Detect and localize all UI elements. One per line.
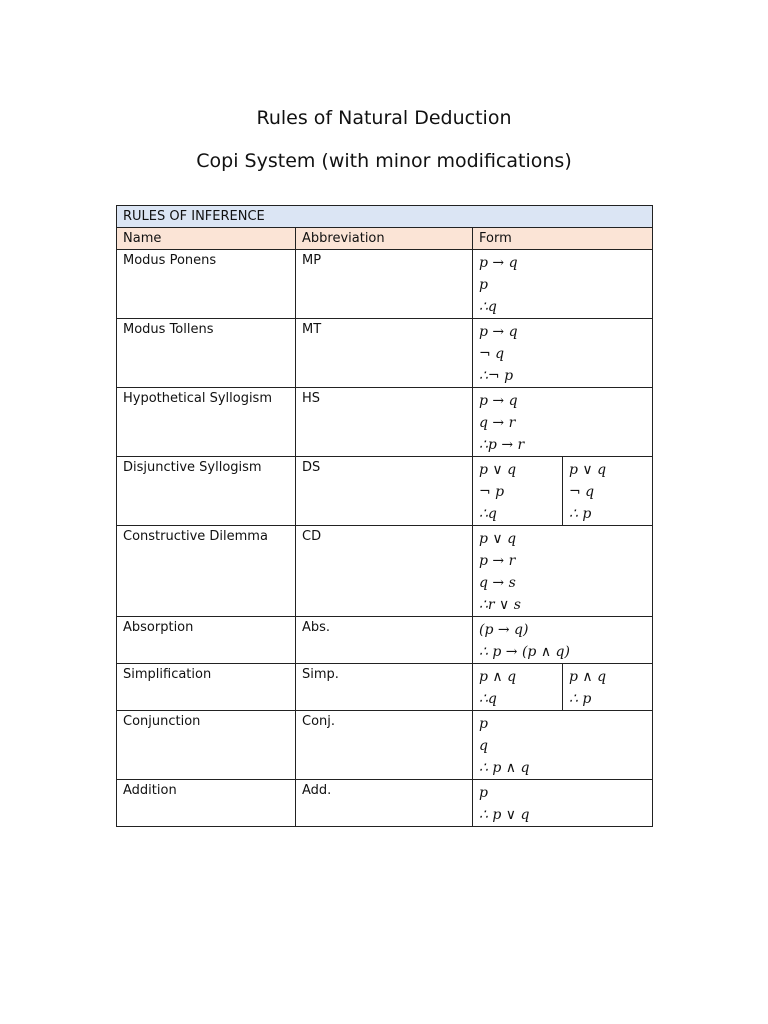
rule-form bbox=[473, 617, 653, 664]
rule-form bbox=[473, 457, 563, 526]
form-line: ∴ p bbox=[569, 691, 592, 707]
form-line: ∴¬ p bbox=[479, 368, 514, 384]
form-line: p bbox=[479, 277, 488, 293]
rule-name: Addition bbox=[117, 780, 296, 827]
rule-abbreviation: Simp. bbox=[296, 664, 473, 711]
form-line: (p → q) bbox=[479, 622, 529, 638]
rule-abbreviation: MT bbox=[296, 319, 473, 388]
form-line: ¬ p bbox=[479, 484, 505, 500]
document-title: Rules of Natural Deduction bbox=[256, 107, 512, 129]
rule-name: Conjunction bbox=[117, 711, 296, 780]
form-line: ∴ p → (p ∧ q) bbox=[479, 644, 570, 660]
form-line: ¬ q bbox=[479, 346, 505, 362]
table-row bbox=[117, 617, 653, 664]
form-line: p ∨ q bbox=[479, 531, 517, 547]
rule-form bbox=[473, 711, 653, 780]
form-line: p bbox=[479, 716, 488, 732]
rule-abbreviation: Conj. bbox=[296, 711, 473, 780]
rule-abbreviation: MP bbox=[296, 250, 473, 319]
form-line: p ∧ q bbox=[479, 669, 517, 685]
rule-abbreviation: Abs. bbox=[296, 617, 473, 664]
form-line: q → r bbox=[479, 415, 516, 431]
table-row bbox=[117, 711, 653, 780]
column-header-name: Name bbox=[117, 228, 296, 250]
form-line: ∴q bbox=[479, 691, 497, 707]
form-line: ∴q bbox=[479, 506, 497, 522]
rule-form bbox=[473, 664, 563, 711]
form-line: ∴p → r bbox=[479, 437, 525, 453]
form-line: p → q bbox=[479, 255, 518, 271]
table-row bbox=[117, 388, 653, 457]
form-line: ∴ p bbox=[569, 506, 592, 522]
rule-name: Modus Ponens bbox=[117, 250, 296, 319]
form-line: q bbox=[479, 738, 488, 754]
form-line: p ∧ q bbox=[569, 669, 607, 685]
rule-form bbox=[473, 780, 653, 827]
rule-name: Hypothetical Syllogism bbox=[117, 388, 296, 457]
form-line: ¬ q bbox=[569, 484, 595, 500]
form-line: ∴r ∨ s bbox=[479, 597, 521, 613]
form-line: p → r bbox=[479, 553, 516, 569]
column-header-abbreviation: Abbreviation bbox=[296, 228, 473, 250]
rule-form bbox=[473, 388, 653, 457]
rule-name: Absorption bbox=[117, 617, 296, 664]
rule-form bbox=[563, 664, 653, 711]
column-header-form: Form bbox=[473, 228, 653, 250]
rule-name: Disjunctive Syllogism bbox=[117, 457, 296, 526]
rules-table-body bbox=[117, 206, 653, 827]
form-line: p → q bbox=[479, 393, 518, 409]
rule-name: Simplification bbox=[117, 664, 296, 711]
table-row bbox=[117, 457, 653, 526]
section-row bbox=[117, 206, 653, 228]
rule-abbreviation: Add. bbox=[296, 780, 473, 827]
table-row bbox=[117, 780, 653, 827]
table-row bbox=[117, 664, 653, 711]
form-line: p bbox=[479, 785, 488, 801]
rule-name: Modus Tollens bbox=[117, 319, 296, 388]
rule-form bbox=[563, 457, 653, 526]
table-row bbox=[117, 319, 653, 388]
rule-name: Constructive Dilemma bbox=[117, 526, 296, 617]
form-line: q → s bbox=[479, 575, 516, 591]
rule-form bbox=[473, 526, 653, 617]
table-row bbox=[117, 250, 653, 319]
document-subtitle: Copi System (with minor modifications) bbox=[196, 150, 572, 172]
rule-form bbox=[473, 319, 653, 388]
form-line: p → q bbox=[479, 324, 518, 340]
rule-abbreviation: CD bbox=[296, 526, 473, 617]
form-line: p ∨ q bbox=[569, 462, 607, 478]
rule-form bbox=[473, 250, 653, 319]
form-line: ∴q bbox=[479, 299, 497, 315]
rules-table bbox=[116, 205, 653, 827]
header-row bbox=[117, 228, 653, 250]
rule-abbreviation: HS bbox=[296, 388, 473, 457]
table-row bbox=[117, 526, 653, 617]
form-line: p ∨ q bbox=[479, 462, 517, 478]
form-line: ∴ p ∨ q bbox=[479, 807, 530, 823]
rule-abbreviation: DS bbox=[296, 457, 473, 526]
form-line: ∴ p ∧ q bbox=[479, 760, 530, 776]
section-label: RULES OF INFERENCE bbox=[117, 206, 653, 228]
